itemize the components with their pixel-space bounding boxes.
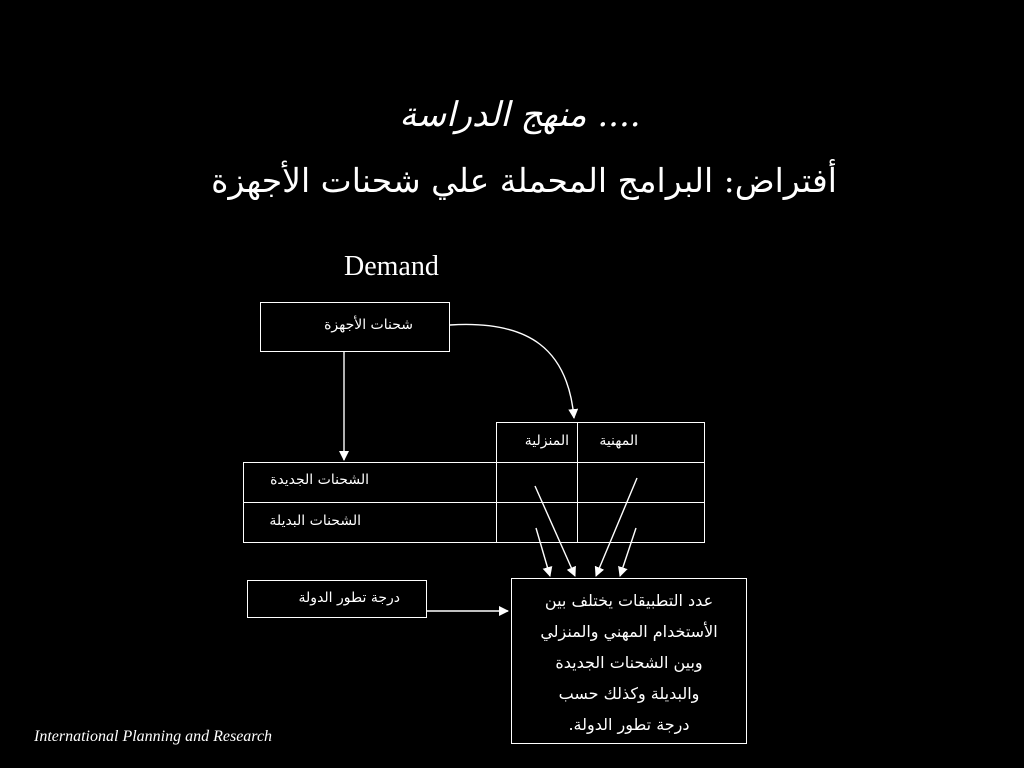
arrow-shipments-to-columns — [450, 324, 574, 418]
result-line: درجة تطور الدولة. — [568, 715, 690, 734]
result-line: وبين الشحنات الجديدة — [555, 653, 703, 672]
cell-new-professional — [577, 462, 705, 503]
result-box — [511, 578, 747, 744]
country-development-box — [247, 580, 427, 618]
slide-subtitle: أفتراض: البرامج المحملة علي شحنات الأجهزة — [211, 161, 837, 200]
column-header-professional-label: المهنية — [599, 433, 638, 449]
shipments-box-label: شحنات الأجهزة — [324, 317, 413, 333]
result-line: والبديلة وكذلك حسب — [558, 684, 700, 703]
column-header-professional — [577, 422, 705, 463]
result-line: الأستخدام المهني والمنزلي — [540, 622, 718, 641]
column-header-home-label: المنزلية — [524, 433, 569, 449]
result-line: عدد التطبيقات يختلف بين — [544, 591, 714, 610]
row-header-replacement — [243, 502, 497, 543]
column-header-home — [496, 422, 578, 463]
cell-replacement-home — [496, 502, 578, 543]
cell-replacement-professional — [577, 502, 705, 543]
row-header-new-label: الشحنات الجديدة — [270, 472, 369, 488]
country-development-label: درجة تطور الدولة — [298, 590, 400, 606]
slide-title: منهج الدراسة .... — [399, 95, 641, 135]
shipments-box — [260, 302, 450, 352]
footer-text: International Planning and Research — [34, 728, 273, 745]
row-header-replacement-label: الشحنات البديلة — [269, 513, 361, 529]
cell-new-home — [496, 462, 578, 503]
row-header-new — [243, 462, 497, 503]
demand-label: Demand — [344, 251, 439, 282]
